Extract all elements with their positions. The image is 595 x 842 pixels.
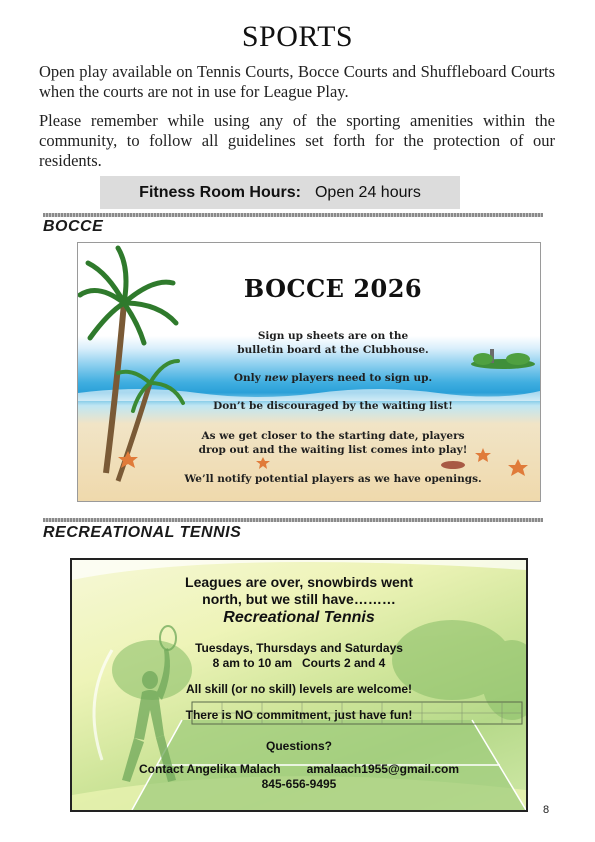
bocce-heading: BOCCE 2026 [243, 274, 423, 303]
bocce-signup-line1: Sign up sheets are on the [257, 330, 409, 342]
tennis-no-commitment: There is NO commitment, just have fun! [185, 708, 413, 722]
tennis-days: Tuesdays, Thursdays and Saturdays [195, 641, 403, 655]
bocce-closer-line2: drop out and the waiting list comes into play! [198, 444, 468, 456]
bocce-signup-line2: bulletin board at the Clubhouse. [237, 344, 429, 356]
bocce-waiting-list-line: Don’t be discouraged by the waiting list! [213, 400, 453, 412]
bocce-closer-line1: As we get closer to the starting date, players [201, 430, 465, 442]
bocce-section-label: BOCCE [43, 218, 104, 235]
bocce-notify-line: We’ll notify potential players as we have openings. [184, 473, 482, 485]
tennis-lead-line1: Leagues are over, snowbirds went [185, 574, 413, 590]
fitness-hours-label: Fitness Room Hours: [139, 183, 301, 201]
tennis-program-name: Recreational Tennis [223, 609, 375, 626]
page-title: SPORTS [241, 20, 354, 53]
tennis-skill-levels: All skill (or no skill) levels are welcome! [185, 682, 413, 696]
open-play-paragraph: Open play available on Tennis Courts, Bocce Courts and Shuffleboard Courts when the courts are not in use for League Play. [39, 62, 555, 101]
tennis-flyer [70, 558, 528, 812]
tennis-section-label: RECREATIONAL TENNIS [43, 524, 242, 541]
tennis-contact-row [72, 762, 526, 777]
tennis-lead-line2: north, but we still have……… [202, 591, 396, 607]
tennis-time-courts: 8 am to 10 am Courts 2 and 4 [212, 656, 386, 670]
tennis-divider [43, 518, 543, 522]
guidelines-paragraph: Please remember while using any of the sporting amenities within the community, to follow all guidelines set forth for the protection of our residents. [39, 111, 555, 170]
bocce-divider [43, 213, 543, 217]
tennis-contact-phone: 845-656-9495 [261, 777, 337, 791]
fitness-hours-value: Open 24 hours [314, 183, 421, 201]
page-number: 8 [543, 804, 550, 816]
tennis-questions: Questions? [265, 739, 332, 753]
fitness-room-hours-box [100, 176, 460, 209]
bocce-new-players-line: Only new players need to sign up. [233, 372, 433, 384]
tennis-contact-name: Contact Angelika Malach [138, 762, 281, 776]
bocce-flyer [77, 242, 541, 502]
tennis-contact-email[interactable]: amalaach1955@gmail.com [306, 762, 460, 776]
